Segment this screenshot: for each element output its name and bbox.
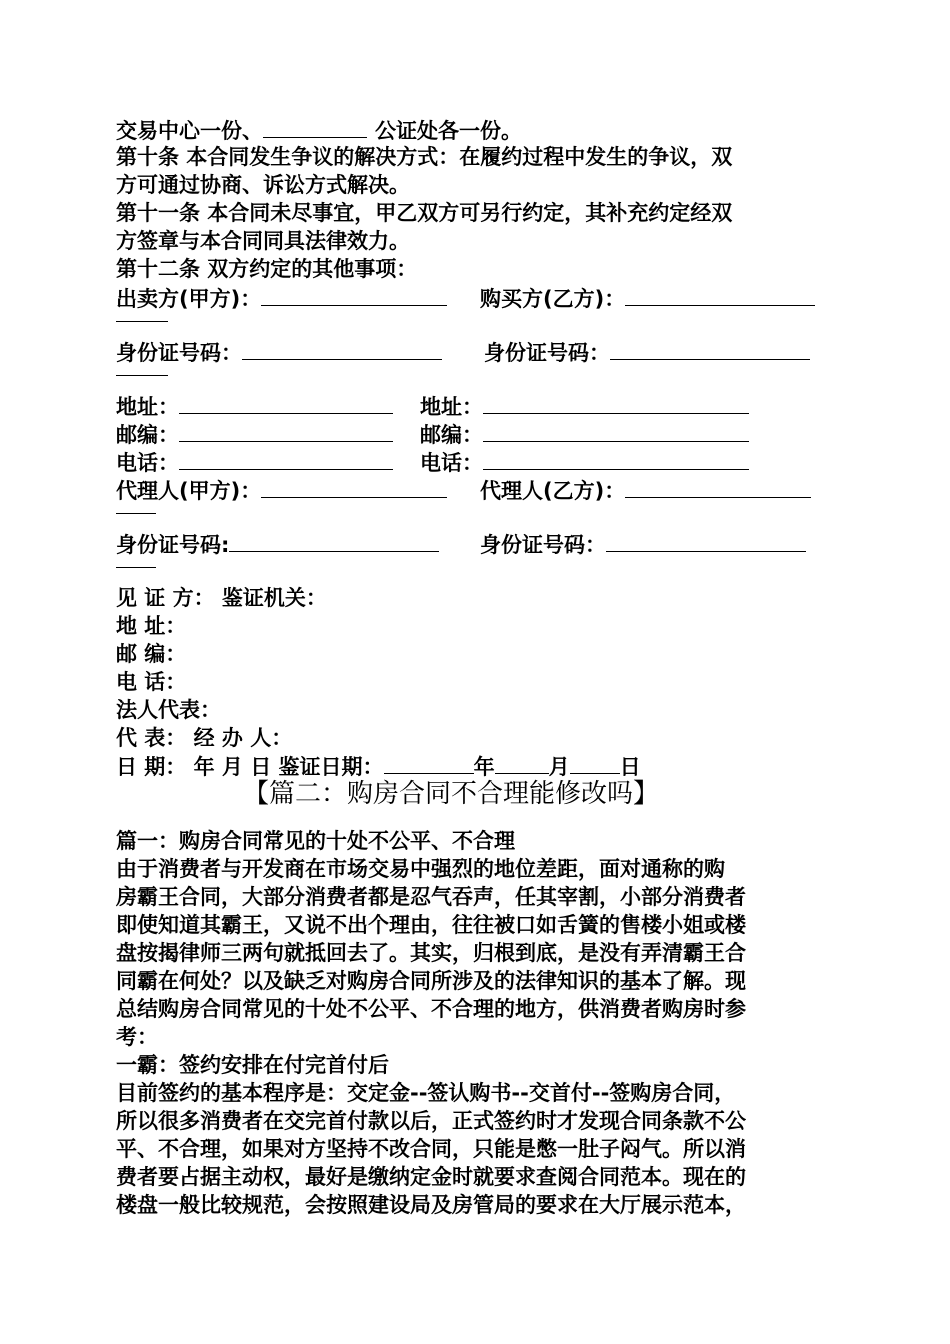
seller-line <box>116 284 447 312</box>
paragraph-line: 盘按揭律师三两句就抵回去了。其实，归根到底，是没有弄清霸王合 <box>116 941 746 965</box>
paragraph-line: 所以很多消费者在交完首付款以后，正式签约时才发现合同条款不公 <box>116 1109 746 1133</box>
blank-underline <box>625 476 811 498</box>
address-label: 地址： <box>116 395 179 419</box>
blank-underline <box>179 420 393 442</box>
date-label: 日 期： 年 月 日 鉴证日期： <box>116 755 384 779</box>
section-title: 【篇二：购房合同不合理能修改吗】 <box>243 779 660 809</box>
blank-underline <box>606 530 806 552</box>
agent-label: 代理人(甲方)： <box>116 479 262 503</box>
sub-heading: 一霸：签约安排在付完首付后 <box>116 1053 389 1077</box>
text-span: 交易中心一份、 <box>116 119 263 143</box>
seller-id-line <box>116 338 442 366</box>
blank-underline <box>263 116 367 138</box>
blank-underline <box>495 752 549 774</box>
blank-underline <box>384 752 474 774</box>
blank-underline <box>483 420 749 442</box>
month-label: 月 <box>548 755 570 779</box>
buyer-tel-line <box>420 448 749 476</box>
zip-label: 邮编： <box>116 423 179 447</box>
text-span: 公证处各一份。 <box>375 119 522 143</box>
agent-a-id-line <box>116 530 439 558</box>
paragraph-line: 房霸王合同，大部分消费者都是忍气吞声，任其宰割，小部分消费者 <box>116 885 746 909</box>
witness-tel: 电 话： <box>116 670 187 694</box>
tel-label: 电话： <box>420 451 483 475</box>
blank-underline <box>242 338 442 360</box>
blank-underline <box>116 566 156 568</box>
blank-underline <box>179 448 393 470</box>
representative-line: 代 表： 经 办 人： <box>116 726 293 750</box>
day-label: 日 <box>619 755 641 779</box>
paragraph-line: 目前签约的基本程序是：交定金--签认购书--交首付--签购房合同， <box>116 1081 736 1105</box>
seller-zip-line <box>116 420 393 448</box>
agent-label: 代理人(乙方)： <box>480 479 626 503</box>
colon: : <box>221 533 230 557</box>
agent-b-id-line <box>480 530 806 558</box>
buyer-zip-line <box>420 420 749 448</box>
blank-underline <box>261 476 447 498</box>
paragraph-line: 楼盘一般比较规范，会按照建设局及房管局的要求在大厅展示范本， <box>116 1193 746 1217</box>
legal-representative: 法人代表： <box>116 698 221 722</box>
buyer-address-line <box>420 392 749 420</box>
text-line <box>116 116 522 144</box>
seller-label: 出卖方(甲方)： <box>116 287 262 311</box>
article-11-line-2: 方签章与本合同同具法律效力。 <box>116 229 410 253</box>
article-10-line-1: 第十条 本合同发生争议的解决方式：在履约过程中发生的争议，双 <box>116 145 733 169</box>
article-heading: 篇一：购房合同常见的十处不公平、不合理 <box>116 829 515 853</box>
witness-line: 见 证 方： 鉴证机关： <box>116 586 327 610</box>
date-line <box>116 752 641 780</box>
paragraph-line: 由于消费者与开发商在市场交易中强烈的地位差距，面对通称的购 <box>116 857 725 881</box>
id-label: 身份证号码： <box>116 341 242 365</box>
tel-label: 电话： <box>116 451 179 475</box>
id-label: 身份证号码： <box>484 341 610 365</box>
article-11-line-1: 第十一条 本合同未尽事宜，甲乙双方可另行约定，其补充约定经双 <box>116 201 733 225</box>
paragraph-line: 考： <box>116 1025 158 1049</box>
blank-underline <box>610 338 810 360</box>
paragraph-line: 同霸在何处？以及缺乏对购房合同所涉及的法律知识的基本了解。现 <box>116 969 746 993</box>
article-10-line-2: 方可通过协商、诉讼方式解决。 <box>116 173 410 197</box>
blank-underline <box>570 752 620 774</box>
paragraph-line: 即使知道其霸王，又说不出个理由，往往被口如舌簧的售楼小姐或楼 <box>116 913 746 937</box>
blank-underline <box>483 448 749 470</box>
blank-underline <box>625 284 815 306</box>
blank-underline <box>483 392 749 414</box>
blank-underline <box>116 320 168 322</box>
paragraph-line: 总结购房合同常见的十处不公平、不合理的地方，供消费者购房时参 <box>116 997 746 1021</box>
year-label: 年 <box>473 755 495 779</box>
blank-underline <box>229 530 439 552</box>
buyer-label: 购买方(乙方)： <box>480 287 626 311</box>
article-12: 第十二条 双方约定的其他事项： <box>116 257 418 281</box>
agent-b-line <box>480 476 811 504</box>
seller-address-line <box>116 392 393 420</box>
blank-underline <box>261 284 447 306</box>
paragraph-line: 平、不合理，如果对方坚持不改合同，只能是憋一肚子闷气。所以消 <box>116 1137 746 1161</box>
buyer-id-line <box>484 338 810 366</box>
id-label: 身份证号码： <box>480 533 606 557</box>
buyer-line <box>480 284 815 312</box>
agent-a-line <box>116 476 447 504</box>
blank-underline <box>179 392 393 414</box>
id-label: 身份证号码 <box>116 533 221 557</box>
seller-tel-line <box>116 448 393 476</box>
witness-zip: 邮 编： <box>116 642 187 666</box>
zip-label: 邮编： <box>420 423 483 447</box>
paragraph-line: 费者要占据主动权，最好是缴纳定金时就要求查阅合同范本。现在的 <box>116 1165 746 1189</box>
witness-address: 地 址： <box>116 614 187 638</box>
address-label: 地址： <box>420 395 483 419</box>
blank-underline <box>116 374 168 376</box>
blank-underline <box>116 512 156 514</box>
